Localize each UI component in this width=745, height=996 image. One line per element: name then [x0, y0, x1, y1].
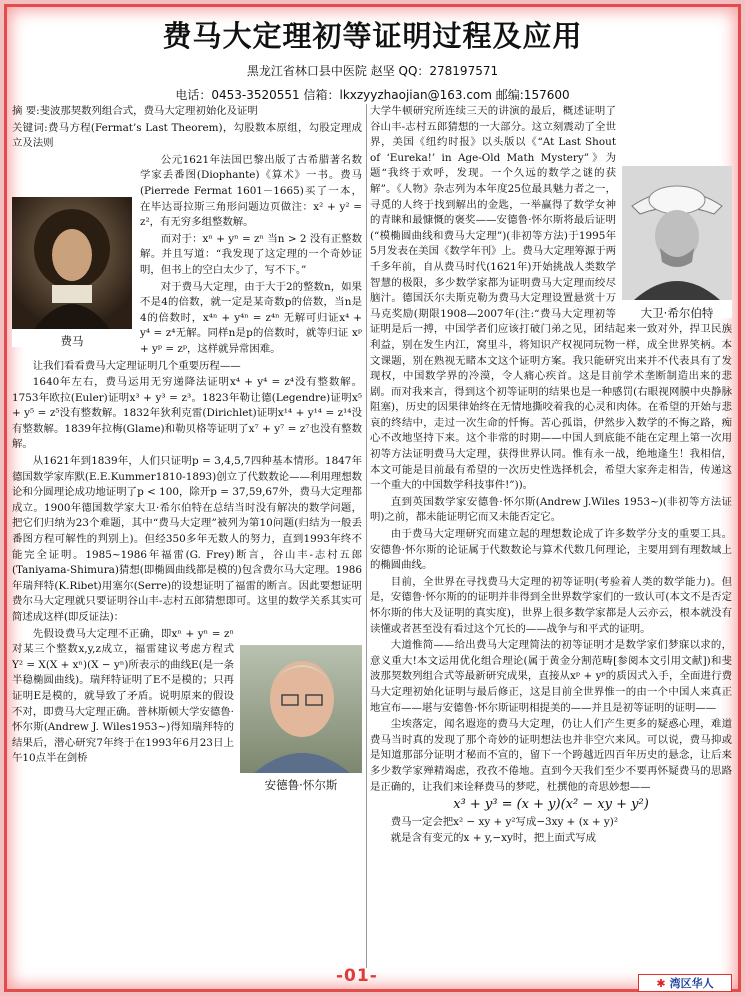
fermat-caption: 费马 — [60, 334, 84, 349]
right-paragraph-3: 由于费马大定理研究而建立起的理想数论成了许多数学分支的重要工具。安德鲁·怀尔斯的论证属于代数数论与算术代数几何理论，主要用到有理数域上的椭圆曲线。 — [370, 528, 732, 572]
right-paragraph-5: 大道惟简——给出费马大定理简法的初等证明才是数学家们梦寐以求的，意义重大!本文运用优化组合理论(属于黄金分割范畴[参阅本文引用文献])和斐波那契数列组合式等最新研究成果，直接从xᵖ + yᵖ的质因式入手，全面进行费马大定理初始化证明与最后修正，这是目前全世界惟一的由一个中国人来真正地宣布——堪与安德鲁·怀尔斯证明相提美的——并且是初等证明的证明—— — [370, 639, 732, 714]
right-paragraph-2: 直到英国数学家安德鲁·怀尔斯(Andrew J.Wiles 1953~)(非初等方法证明)之前，都未能证明它而又未能否定它。 — [370, 495, 732, 524]
hilbert-portrait-figure — [622, 166, 732, 318]
author-line: 黑龙江省林口县中医院 赵坚 QQ：278197571 — [246, 64, 499, 78]
page-number: -01- — [336, 966, 378, 986]
fermat-portrait-image — [12, 197, 132, 329]
column-divider — [366, 104, 367, 968]
wiles-portrait-image — [240, 645, 362, 773]
formula-cubic-factor: x³ + y³ = (x + y)(x² − xy + y²) — [453, 797, 649, 813]
page-title: 费马大定理初等证明过程及应用 — [162, 19, 583, 53]
left-paragraph-4: 让我们看看费马大定理证明几个重要历程—— — [32, 359, 241, 372]
left-column — [12, 104, 362, 972]
right-paragraph-8: 就是含有变元的x + y,−xy时，把上面式写成 — [390, 832, 597, 845]
wiles-caption: 安德鲁·怀尔斯 — [264, 778, 338, 793]
left-paragraph-2: 而对于：xⁿ + yⁿ = zⁿ 当n > 2 没有正整数解。并且写道：“我发现了这定理的一个奇妙证明，但书上的空白太少了，写不下。” — [140, 232, 362, 276]
right-paragraph-6: 尘埃落定，闻名遐迩的费马大定理，仍让人们产生更多的疑惑心理，难道费马当时真的发现了那个奇妙的证明想法也并非空穴来风。可以说，费马抑或是知道那部分证明才秘而不宣的，留下一个跨越近四百年历史的悬念，让后来多少数学家殚精竭虑，孜孜不倦地。直到今天我们至少不要再怀疑费马的思路是正确的，让我们来诠释费马的梦呓，杜撰他的奇思妙想—— — [370, 718, 732, 793]
left-paragraph-1: 公元1621年法国巴黎出版了古希腊著名数学家丢番图(Diophante)《算术》一书。费马(Pierrede Fermat 1601－1665)买了一本，在毕达哥拉斯三角形问题边页做注：x² + y² = z²，有无穷多组整数解。 — [140, 153, 362, 229]
publisher-badge — [638, 974, 732, 992]
right-paragraph-1: 大学牛顿研究所连续三天的讲演的最后，概述证明了谷山丰-志村五郎猜想的一大部分。这立刻震动了全世界，美国《纽约时报》以头版以《“At Last Shout of ‘Eureka!’ in Age-Old Math Mystery”》为题“我终于欢呼，发现。一个久远的数学之谜的获解”。《人物》杂志列为本年度25位最具魅力者之一，寻觅的人终于找到解出的金匙，一举赢得了数学女神的青睐和最慷慨的褒奖——安德鲁·怀尔斯将最后证明(“模椭圆曲线和费马大定理”)(非初等方法)于1995年5月发表在美国《数学年刊》上。费马大定理筹源于两千多年前，自从费马时代(1621年)开始挑战人类数学智慧的极限，多少数学家都为证明费马大定理而绞尽脑汁。德国沃尔夫斯克勒为费马大定理设置悬赏十万马克奖励(期限1908—2007年(注:“费马大定理初等证明是后一搏，中国学者们应该打破门弟之见，团结起来一致对外，捍卫民族利益，别在发生内江，窝里斗，将知识产权视同玩物一样，成全世界笑柄。本文课题，别在熟视无睹本文这个证明方案。我只能研究出来并不代表具有了发现权，中国数学界的冷漠，令人痛心疾首。这是目前学术垄断制造出来的悲剧。而对我来言，得到这个初等证明的结果也是一种感罚(右眼视网膜中央静脉阻塞)，历史的因果律始终在无情地撕咬着我的心灵和肉体。在希望的开始与悲哀的终结中，走过一次生命的忏悔。苦心孤诣，伊然步入数学的不悔之路，痴心不改地坚持下来。这个非常的时期——中国人到底能不能在定理上第一次用初等方法证明费马大定理，获得世界认同。惟有永一战，绝地逢生！我相信，本文可能是目前最有希望的一次历史性选择机会，希望大家奔走相告，传递这一个重大的中国数学科技事件!”))。 — [370, 105, 732, 492]
left-paragraph-7: 先假设费马大定理不正确，即xⁿ + yⁿ = zⁿ对某三个整数x,y,z成立，福雷建议考虑方程式 Y² = X(X + xⁿ)(X − yⁿ)所表示的曲线E(是一条半稳椭圆曲线)。瑞拜特证明了E不是模的；只再证明E是模的，就导致了矛盾。说明原来的假设不对，即费马大定理正确。普林斯顿大学安德鲁·怀尔斯(Andrew J. Wiles1953~)得知瑞拜特的结果后，潜心研究7年终于在1993年6月23日上午10点半在剑桥 — [12, 627, 234, 765]
fermat-portrait-figure — [12, 197, 132, 347]
left-paragraph-6: 从1621年到1839年，人们只证明p = 3,4,5,7四种基本情形。1847年德国数学家库默(E.E.Kummer1810-1893)创立了代数数论——利用理想数论和分圆理论成功地证明了p < 100，除开p = 37,59,67外，费马大定理都成立。1900年德国数学家大卫·希尔伯特在总结当时没有解决的数学问题，把它们归纳为23个难题，其中“费马大定理”被列为第10问题(归结为一般丢番图方程可解性的判别上)。但经350多年无数人的努力，直到1993年终不能完全证明。1985~1986年福雷(G. Frey)断言，谷山丰-志村五郎(Taniyama-Shimura)猜想(即椭圆曲线都是模的)包含费尔马大定理。1986年瑞拜特(K.Ribet)用塞尔(Serre)的设想证明了福雷的断言。因此要想证明费尔马大定理就只要证明谷山丰-志村五郎猜想即可。这里的数学关系其实可简述成这样(即反证法)： — [12, 455, 362, 623]
hilbert-portrait-image — [622, 166, 732, 300]
right-column — [370, 104, 732, 972]
abstract: 摘 要:斐波那契数列组合式，费马大定理初始化及证明 — [12, 105, 258, 117]
hilbert-caption: 大卫·希尔伯特 — [640, 305, 714, 320]
contact-line: 电话：0453-3520551 信箱：lkxzyyzhaojian@163.com 邮编:157600 — [175, 88, 570, 102]
keywords: 关键词:费马方程(Fermat’s Last Theorem)，勾股数本原组，勾股定理成立及法则 — [12, 121, 362, 150]
star-icon: ✱ — [656, 976, 666, 990]
left-paragraph-5: 1640年左右，费马运用无穷递降法证明x⁴ + y⁴ = z⁴没有整数解。1753年欧拉(Euler)证明x³ + y³ = z³。1823年勒让德(Legendre)证明x⁵ + y⁵ = z⁵没有整数解。1832年狄利克雷(Dirichlet)证明x¹⁴ + y¹⁴ = z¹⁴没有整数解。1839年拉梅(Glame)和勒贝格等证明了x⁷ + y⁷ = z⁷也没有整数解。 — [12, 376, 362, 451]
right-paragraph-4: 目前，全世界在寻找费马大定理的初等证明(考验着人类的数学能力)。但是，安德鲁·怀尔斯的的证明并非得到全世界数学家们的一致认可(本文不是否定怀尔斯的伟大及证明的真实度)，世界上很多数学家都是人云亦云，根本就没有读懂或者甚至没有看过这个冗长的——战争与和平式的证明。 — [370, 575, 732, 635]
left-paragraph-3: 对于费马大定理，由于大于2的整数n，如果不是4的倍数，就一定是某奇数p的倍数，当n是4的倍数时，x⁴ⁿ + y⁴ⁿ = z⁴ⁿ 无解可归证x⁴ + y⁴ = z⁴无解。同样n是p的倍数时，就等归证 xᵖ + yᵖ = zᵖ，这样就异常困难。 — [140, 280, 362, 355]
right-paragraph-7: 费马一定会把x² − xy + y²写成−3xy + (x + y)² — [390, 815, 619, 828]
publisher-name: 湾区华人 — [669, 977, 714, 990]
wiles-portrait-figure — [240, 645, 362, 793]
